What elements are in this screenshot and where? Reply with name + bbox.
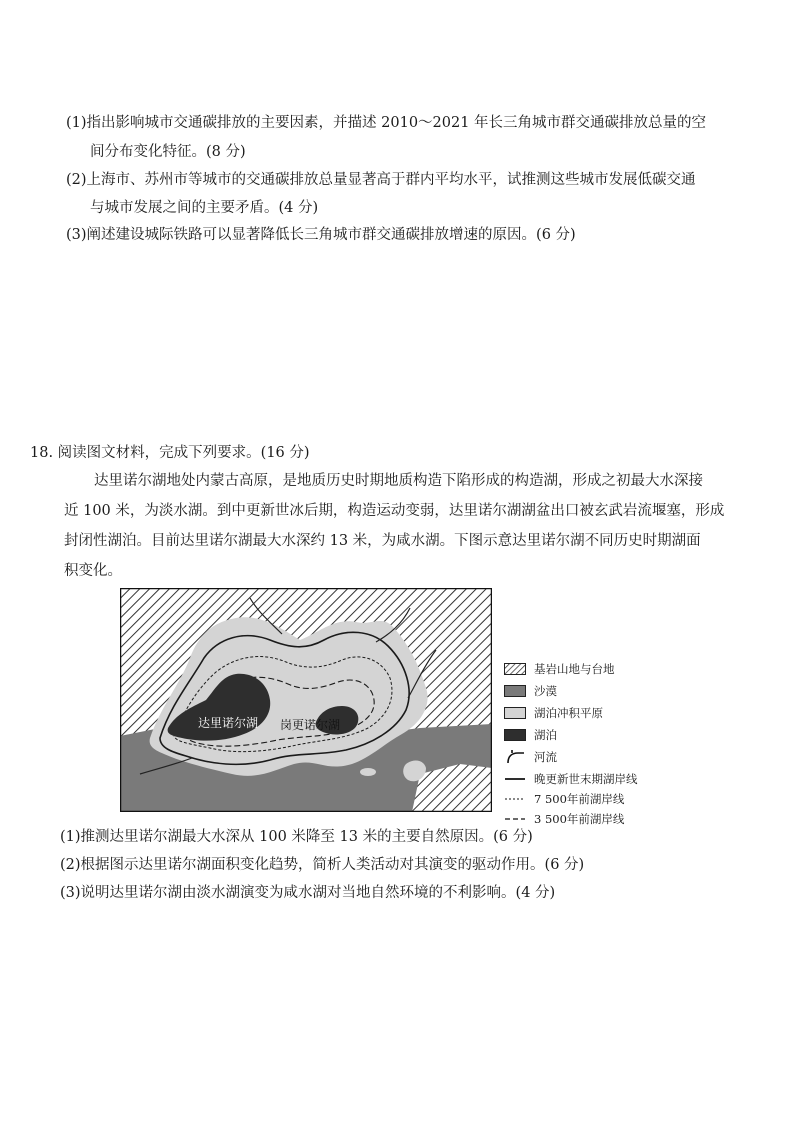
lake-area-change-map bbox=[120, 588, 492, 812]
ganggeng-lake-label: 岗更诺尔湖 bbox=[280, 718, 341, 732]
question-1-line-2: 间分布变化特征。(8 分) bbox=[90, 144, 246, 160]
light-swatch-icon bbox=[504, 707, 526, 719]
dali-lake-label: 达里诺尔湖 bbox=[198, 716, 259, 730]
legend-label: 沙漠 bbox=[534, 684, 557, 698]
map-svg bbox=[120, 588, 492, 812]
hatch-swatch-icon bbox=[504, 663, 526, 675]
solid-line-icon bbox=[504, 775, 526, 783]
legend-label: 晚更新世末期湖岸线 bbox=[534, 772, 638, 786]
legend-label: 7 500年前湖岸线 bbox=[534, 792, 625, 806]
legend-item-late-pleistocene bbox=[504, 770, 638, 788]
gray-swatch-icon bbox=[504, 685, 526, 697]
legend-item-river bbox=[504, 748, 557, 766]
question-2-line-2: 与城市发展之间的主要矛盾。(4 分) bbox=[90, 200, 319, 216]
sub-question-3: (3)说明达里诺尔湖由淡水湖演变为咸水湖对当地自然环境的不利影响。(4 分) bbox=[60, 885, 556, 901]
dark-swatch-icon bbox=[504, 729, 526, 741]
paragraph-line: 近 100 米，为淡水湖。到中更新世冰后期，构造运动变弱，达里诺尔湖湖盆出口被玄武岩流堰塞，形成 bbox=[64, 503, 725, 519]
legend-label: 河流 bbox=[534, 750, 557, 764]
small-pond bbox=[360, 768, 376, 776]
river-icon bbox=[504, 750, 526, 764]
legend-item-3500 bbox=[504, 810, 624, 828]
question-3: (3)阐述建设城际铁路可以显著降低长三角城市群交通碳排放增速的原因。(6 分) bbox=[66, 227, 576, 243]
paragraph-line: 积变化。 bbox=[64, 563, 122, 579]
legend-item-lake bbox=[504, 726, 557, 744]
legend-label: 基岩山地与台地 bbox=[534, 662, 615, 676]
sub-question-1: (1)推测达里诺尔湖最大水深从 100 米降至 13 米的主要自然原因。(6 分) bbox=[60, 829, 533, 845]
paragraph-line: 达里诺尔湖地处内蒙古高原，是地质历史时期地质构造下陷形成的构造湖，形成之初最大水深接 bbox=[94, 473, 703, 489]
legend-item-bedrock bbox=[504, 660, 615, 678]
legend-label: 湖泊冲积平原 bbox=[534, 706, 603, 720]
paragraph-line: 封闭性湖泊。目前达里诺尔湖最大水深约 13 米，为咸水湖。下图示意达里诺尔湖不同历史时期湖面 bbox=[64, 533, 701, 549]
sub-question-2: (2)根据图示达里诺尔湖面积变化趋势，简析人类活动对其演变的驱动作用。(6 分) bbox=[60, 857, 585, 873]
dashed-line-icon bbox=[504, 795, 526, 803]
legend-label: 湖泊 bbox=[534, 728, 557, 742]
legend-item-plain bbox=[504, 704, 603, 722]
legend-item-7500 bbox=[504, 790, 624, 808]
question-18-heading: 18. 阅读图文材料，完成下列要求。(16 分) bbox=[30, 445, 310, 461]
question-2-line-1: (2)上海市、苏州市等城市的交通碳排放总量显著高于群内平均水平，试推测这些城市发展低碳交通 bbox=[66, 172, 696, 188]
legend-item-desert bbox=[504, 682, 557, 700]
material-paragraph bbox=[64, 466, 740, 586]
long-dash-line-icon bbox=[504, 815, 526, 823]
legend-label: 3 500年前湖岸线 bbox=[534, 812, 625, 826]
question-1-line-1: (1)指出影响城市交通碳排放的主要因素，并描述 2010～2021 年长三角城市群交通碳排放总量的空 bbox=[66, 115, 707, 131]
